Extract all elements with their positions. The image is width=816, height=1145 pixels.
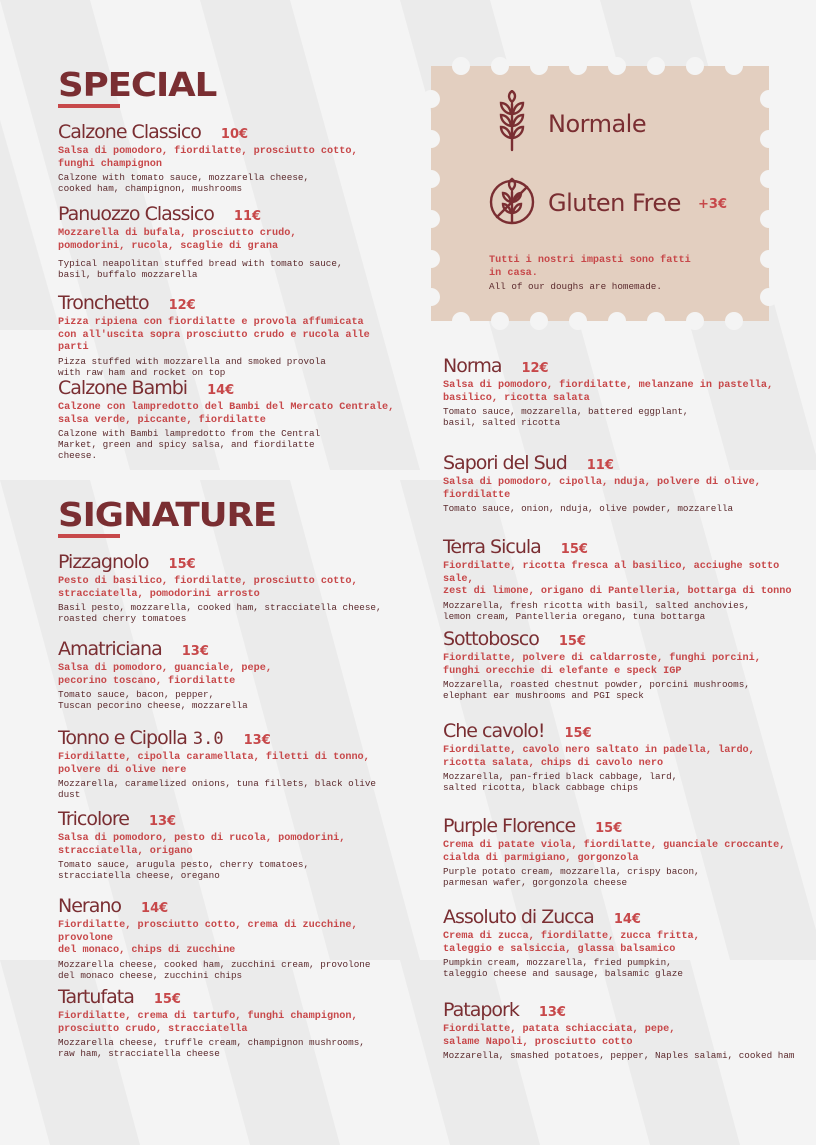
item-price: 12€ bbox=[168, 298, 196, 313]
item-price: 13€ bbox=[538, 1005, 566, 1020]
item-description-en: Basil pesto, mozzarella, cooked ham, stracciatella cheese, roasted cherry tomatoes bbox=[58, 602, 382, 625]
dough-note-en: All of our doughs are homemade. bbox=[489, 281, 662, 292]
item-description-en: Calzone with Bambi lampredotto from the Central Market, green and spicy salsa, and fiordilatte cheese. bbox=[58, 428, 321, 462]
item-price: 13€ bbox=[243, 733, 271, 748]
dough-info-card bbox=[431, 66, 769, 321]
menu-item bbox=[443, 815, 793, 888]
item-description-it: Calzone con lampredotto del Bambi del Mercato Centrale, salsa verde, piccante, fiordilatte bbox=[58, 402, 395, 426]
item-description-it: Salsa di pomodoro, fiordilatte, melanzane in pastella, basilico, ricotta salata bbox=[443, 380, 774, 404]
item-name: Sottobosco bbox=[443, 628, 539, 650]
item-name: Nerano bbox=[58, 895, 122, 917]
gluten-free-label: Gluten Free bbox=[548, 189, 681, 217]
menu-item bbox=[443, 536, 793, 622]
item-name: Calzone Bambi bbox=[58, 377, 188, 399]
item-price: 10€ bbox=[220, 127, 249, 142]
item-price: 15€ bbox=[558, 634, 587, 649]
item-name: Terra Sicula bbox=[443, 536, 541, 558]
item-price: 12€ bbox=[521, 361, 549, 376]
item-description-it: Salsa di pomodoro, cipolla, nduja, polvere di olive, fiordilatte bbox=[443, 477, 761, 501]
item-description-en: Tomato sauce, bacon, pepper, Tuscan pecorino cheese, mozzarella bbox=[58, 689, 248, 712]
item-description-it: Fiordilatte, prosciutto cotto, crema di zucchine, provolone del monaco, chips di zucchine bbox=[58, 920, 358, 956]
menu-item bbox=[58, 638, 398, 711]
item-name: Tonno e Cipolla bbox=[58, 727, 187, 749]
item-name: Tartufata bbox=[58, 986, 134, 1008]
item-description-it: Fiordilatte, cavolo nero saltato in padella, lardo, ricotta salata, chips di cavolo nero bbox=[443, 745, 755, 769]
menu-item bbox=[58, 203, 398, 280]
item-price: 14€ bbox=[207, 383, 235, 398]
item-price: 13€ bbox=[148, 814, 177, 829]
item-description-en: Mozzarella, fresh ricotta with basil, salted anchovies, lemon cream, Pantelleria oregano, tuna bottarga bbox=[443, 599, 750, 622]
wheat-icon bbox=[497, 90, 527, 152]
normal-dough-label: Normale bbox=[548, 110, 647, 138]
item-description-it: Fiordilatte, crema di tartufo, funghi champignon, prosciutto crudo, stracciatella bbox=[58, 1011, 358, 1035]
item-description-en: Purple potato cream, mozzarella, crispy bacon, parmesan wafer, gorgonzola cheese bbox=[443, 866, 700, 889]
item-description-en: Tomato sauce, arugula pesto, cherry tomatoes, stracciatella cheese, oregano bbox=[58, 859, 310, 882]
item-price: 15€ bbox=[564, 726, 592, 741]
item-description-it: Fiordilatte, polvere di caldarroste, funghi porcini, funghi orecchie di elefante e speck IGP bbox=[443, 653, 761, 677]
item-description-it: Salsa di pomodoro, guanciale, pepe, pecorino toscano, fiordilatte bbox=[58, 663, 272, 687]
no-gluten-icon bbox=[488, 170, 536, 230]
item-description-en: Pizza stuffed with mozzarella and smoked provola with raw ham and rocket on top bbox=[58, 355, 326, 378]
item-description-en: Calzone with tomato sauce, mozzarella cheese, cooked ham, champignon, mushrooms bbox=[58, 172, 310, 195]
item-price: 13€ bbox=[181, 644, 209, 659]
item-description-it: Fiordilatte, ricotta fresca al basilico, acciughe sotto sale, zest di limone, origano di Pantelleria, bottarga di tonno bbox=[443, 561, 792, 597]
menu-item bbox=[58, 377, 398, 462]
menu-item bbox=[443, 720, 793, 793]
item-name: Tronchetto bbox=[58, 292, 149, 314]
item-description-it: Fiordilatte, patata schiacciata, pepe, salame Napoli, prosciutto cotto bbox=[443, 1024, 676, 1048]
menu-item bbox=[58, 121, 398, 194]
item-name: Amatriciana bbox=[58, 638, 162, 660]
item-description-en: Mozzarella cheese, cooked ham, zucchini cream, provolone del monaco cheese, zucchini chips bbox=[58, 958, 371, 981]
item-price: 15€ bbox=[153, 992, 181, 1007]
item-description-en: Mozzarella, pan-fried black cabbage, lard, salted ricotta, black cabbage chips bbox=[443, 771, 678, 794]
menu-item bbox=[443, 355, 793, 428]
item-description-en: Mozzarella, caramelized onions, tuna fillets, black olive dust bbox=[58, 778, 377, 801]
menu-item bbox=[443, 999, 803, 1061]
item-name: Assoluto di Zucca bbox=[443, 906, 594, 928]
menu-item bbox=[58, 727, 398, 800]
menu-item bbox=[443, 906, 793, 979]
gluten-free-surcharge: +3€ bbox=[698, 197, 727, 212]
item-description-it: Mozzarella di bufala, prosciutto crudo, pomodorini, rucola, scaglie di grana bbox=[58, 228, 297, 252]
item-description-it: Fiordilatte, cipolla caramellata, filetti di tonno, polvere di olive nere bbox=[58, 752, 370, 776]
item-price: 15€ bbox=[595, 821, 623, 836]
item-description-en: Tomato sauce, onion, nduja, olive powder, mozzarella bbox=[443, 503, 734, 514]
menu-item bbox=[58, 895, 398, 981]
menu-item bbox=[58, 551, 398, 624]
item-price: 11€ bbox=[586, 458, 614, 473]
item-description-en: Tomato sauce, mozzarella, battered eggplant, basil, salted ricotta bbox=[443, 406, 689, 429]
item-description-it: Pizza ripiena con fiordilatte e provola affumicata con all'uscita sopra prosciutto crudo e rucola alle parti bbox=[58, 317, 370, 353]
item-name: Purple Florence bbox=[443, 815, 576, 837]
signature-section-title: SIGNATURE bbox=[58, 495, 277, 534]
item-name: Panuozzo Classico bbox=[58, 203, 214, 225]
item-description-it: Salsa di pomodoro, fiordilatte, prosciutto cotto, funghi champignon bbox=[58, 146, 358, 170]
item-description-en: Mozzarella cheese, truffle cream, champignon mushrooms, raw ham, stracciatella cheese bbox=[58, 1037, 365, 1060]
item-name: Che cavolo! bbox=[443, 720, 545, 742]
item-name: Tricolore bbox=[58, 808, 129, 830]
item-price: 14€ bbox=[141, 901, 169, 916]
item-price: 15€ bbox=[168, 557, 196, 572]
item-description-en: Typical neapolitan stuffed bread with tomato sauce, basil, buffalo mozzarella bbox=[58, 258, 343, 281]
special-section-title: SPECIAL bbox=[58, 65, 217, 104]
menu-item bbox=[58, 808, 398, 881]
item-price: 11€ bbox=[233, 209, 262, 224]
item-description-it: Crema di zucca, fiordilatte, zucca fritta, taleggio e salsiccia, glassa balsamico bbox=[443, 931, 700, 955]
item-name: Calzone Classico bbox=[58, 121, 201, 143]
menu-item bbox=[58, 292, 398, 378]
item-price: 14€ bbox=[613, 912, 641, 927]
dough-note-it: Tutti i nostri impasti sono fatti in casa. bbox=[489, 255, 691, 279]
item-price: 15€ bbox=[560, 542, 588, 557]
item-name: Norma bbox=[443, 355, 502, 377]
special-title-underline bbox=[58, 104, 120, 108]
menu-item bbox=[443, 452, 793, 514]
item-description-en: Mozzarella, roasted chestnut powder, porcini mushrooms, elephant ear mushrooms and PGI speck bbox=[443, 679, 750, 702]
item-description-en: Mozzarella, smashed potatoes, pepper, Naples salami, cooked ham bbox=[443, 1050, 795, 1061]
menu-item bbox=[443, 628, 793, 701]
item-name: Sapori del Sud bbox=[443, 452, 567, 474]
item-description-it: Crema di patate viola, fiordilatte, guanciale croccante, cialda di parmigiano, gorgonzola bbox=[443, 840, 786, 864]
item-version: 3.0 bbox=[192, 729, 224, 749]
item-name: Patapork bbox=[443, 999, 519, 1021]
item-description-en: Pumpkin cream, mozzarella, fried pumpkin, taleggio cheese and sausage, balsamic glaze bbox=[443, 957, 683, 980]
signature-title-underline bbox=[58, 534, 120, 538]
menu-item bbox=[58, 986, 398, 1059]
item-description-it: Salsa di pomodoro, pesto di rucola, pomodorini, stracciatella, origano bbox=[58, 833, 346, 857]
item-description-it: Pesto di basilico, fiordilatte, prosciutto cotto, stracciatella, pomodorini arrosto bbox=[58, 576, 358, 600]
item-name: Pizzagnolo bbox=[58, 551, 149, 573]
